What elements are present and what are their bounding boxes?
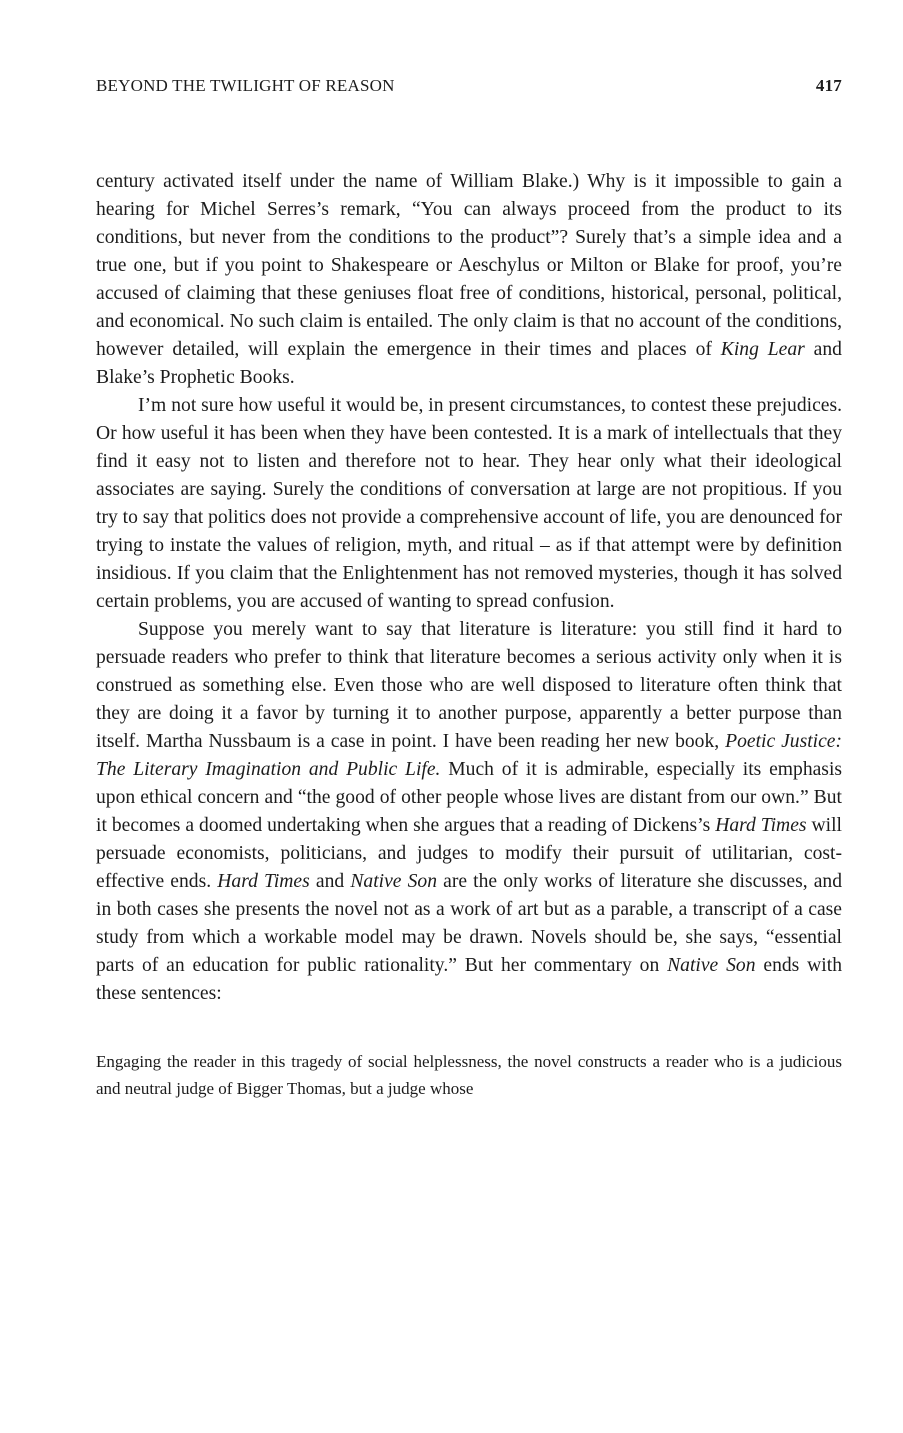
italic-title: Native Son [350, 871, 437, 892]
italic-title: Hard Times [217, 871, 310, 892]
italic-title: Native Son [667, 955, 756, 976]
running-title: BEYOND THE TWILIGHT OF REASON [96, 76, 395, 95]
text-run: I’m not sure how useful it would be, in present circumstances, to contest these prejudices. Or how useful it has been when they have been contested. It is a mark of intellectuals that they find it easy not to listen and therefore not to hear. They hear only what their ideological associates are saying. Surely the conditions of conversation at large are not propitious. If you try to say that politics does not provide a comprehensive account of life, you are denounced for trying to instate the values of religion, myth, and ritual – as if that attempt were by definition insidious. If you claim that the Enlightenment has not removed mysteries, though it has solved certain problems, you are accused of wanting to spread confusion. [96, 395, 842, 612]
text-run: ends with these sentences: [96, 955, 842, 1004]
paragraph [96, 616, 842, 1008]
running-head [96, 76, 842, 102]
text-run: will persuade economists, politicians, and judges to modify their pursuit of utilitarian, cost-effective ends. [96, 815, 842, 892]
block-quotation [96, 1048, 842, 1102]
text-run: century activated itself under the name of William Blake.) Why is it impossible to gain a hearing for Michel Serres’s remark, “You can always proceed from the product to its conditions, but never from the conditions to the product”? Surely that’s a simple idea and a true one, but if you point to Shakespeare or Aeschylus or Milton or Blake for proof, you’re accused of claiming that these geniuses float free of conditions, historical, personal, political, and economical. No such claim is entailed. The only claim is that no account of the conditions, however detailed, will explain the emergence in their times and places of [96, 171, 842, 360]
text-run: and Blake’s Prophetic Books. [96, 339, 842, 388]
paragraph [96, 392, 842, 616]
paragraph [96, 168, 842, 392]
body-text [96, 168, 842, 1008]
text-run: Suppose you merely want to say that literature is literature: you still find it hard to persuade readers who prefer to think that literature becomes a serious activity only when it is construed as something else. Even those who are well disposed to literature often think that they are doing it a favor by turning it to another purpose, apparently a better purpose than itself. Martha Nussbaum is a case in point. I have been reading her new book, [96, 619, 842, 752]
page-number: 417 [815, 76, 842, 95]
block-quotation-text: Engaging the reader in this tragedy of social helplessness, the novel constructs a reader who is a judicious and neutral judge of Bigger Thomas, but a judge whose [96, 1052, 842, 1098]
text-run: are the only works of literature she discusses, and in both cases she presents the novel not as a work of art but as a parable, a transcript of a case study from which a workable model may be drawn. Novels should be, she says, “essential parts of an education for public rationality.” But her commentary on [96, 871, 843, 976]
italic-title: Poetic Justice: The Literary Imagination and Public Life. [96, 731, 843, 780]
italic-title: King Lear [720, 339, 805, 360]
text-run: and [309, 871, 351, 892]
italic-title: Hard Times [715, 815, 807, 836]
book-page [96, 76, 842, 1102]
text-run: Much of it is admirable, especially its emphasis upon ethical concern and “the good of other people whose lives are distant from our own.” But it becomes a doomed undertaking when she argues that a reading of Dickens’s [96, 759, 843, 836]
